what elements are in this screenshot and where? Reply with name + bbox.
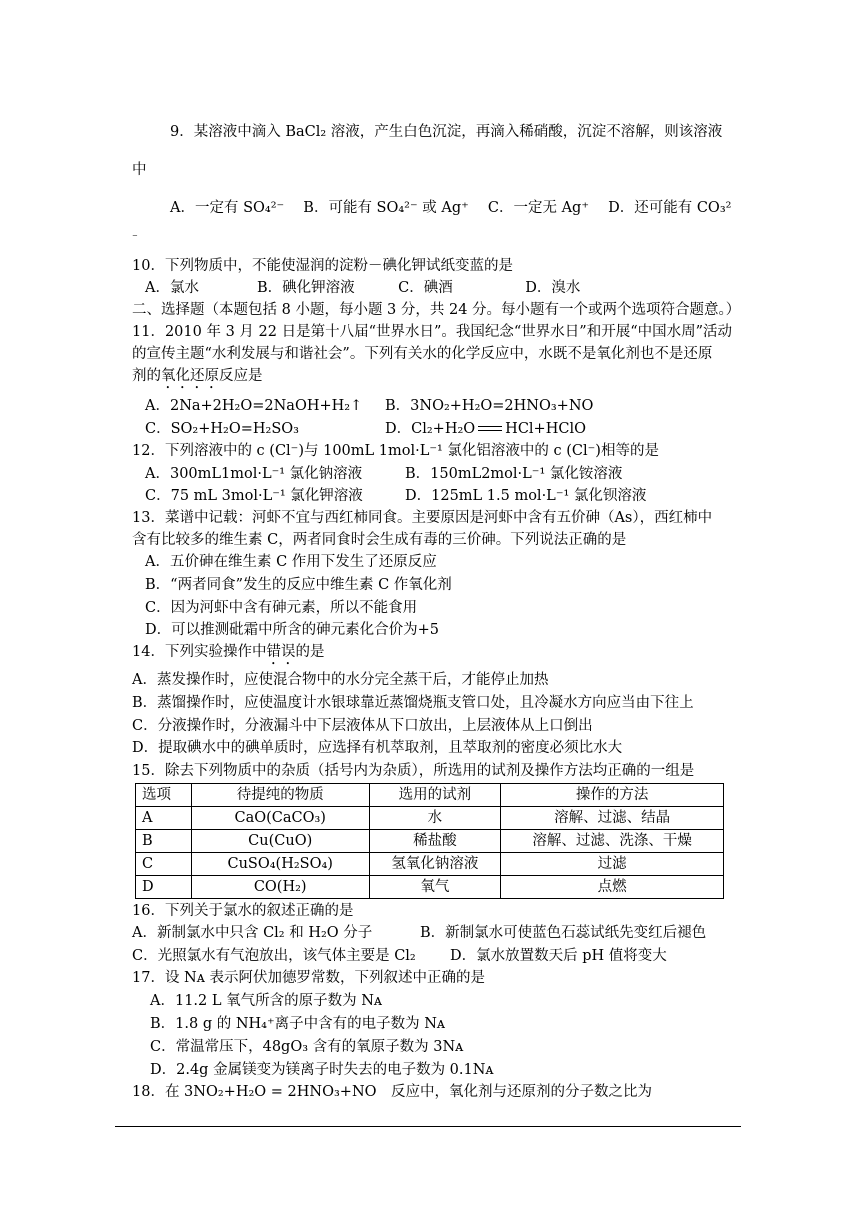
q17-option-a: A．11.2 L 氧气所含的原子数为 Nᴀ [150,993,383,1009]
table-row [136,807,724,830]
q10-stem: 10．下列物质中，不能使湿润的淀粉－碘化钾试纸变蓝的是 [132,258,513,274]
q14-stem-post: 的是 [295,644,325,660]
table-cell: 氧气 [369,876,501,899]
q12-option-d: D．125mL 1.5 mol·L⁻¹ 氯化钡溶液 [405,488,647,504]
q14-emphasis: 错误 [266,644,296,660]
q17-option-c: C．常温常压下，48gO₃ 含有的氧原子数为 3Nᴀ [150,1039,464,1055]
q16-option-a: A．新制氯水中只含 Cl₂ 和 H₂O 分子 [132,925,373,941]
table-cell: 水 [369,807,501,830]
table-header-cell: 选用的试剂 [369,784,501,807]
table-row [136,876,724,899]
table-cell: 氢氧化钠溶液 [369,853,501,876]
q13-option-b: B．“两者同食”发生的反应中维生素 C 作氧化剂 [145,577,452,593]
q16-option-d: D．氯水放置数天后 pH 值将变大 [450,948,667,964]
table-header-row [136,784,724,807]
q9-options-overflow: ⁻ [132,231,138,244]
q17-stem: 17．设 Nᴀ 表示阿伏加德罗常数，下列叙述中正确的是 [132,970,486,986]
section-2-heading: 二、选择题（本题包括 8 小题，每小题 3 分，共 24 分。每小题有一个或两个选项符合题意。） [132,302,741,318]
q11-stem-line1: 11．2010 年 3 月 22 日是第十八届“世界水日”。我国纪念“世界水日”和开展“中国水周”活动 [132,324,733,340]
equilibrium-arrow-icon [477,424,503,434]
q13-stem-line2: 含有比较多的维生素 C，两者同食时会生成有毒的三价砷。下列说法正确的是 [132,532,627,548]
q17-option-d: D．2.4g 金属镁变为镁离子时失去的电子数为 0.1Nᴀ [150,1062,494,1078]
table-cell: CuSO₄(H₂SO₄) [191,853,369,876]
table-cell: CaO(CaCO₃) [191,807,369,830]
q13-stem-line1: 13．菜谱中记载：河虾不宜与西红柿同食。主要原因是河虾中含有五价砷（As），西红柿中 [132,510,713,526]
q13-option-d: D．可以推测砒霜中所含的砷元素化合价为+5 [145,622,439,638]
table-header-cell: 操作的方法 [501,784,724,807]
table-cell: Cu(CuO) [191,830,369,853]
table-header-cell: 选项 [136,784,192,807]
table-cell: A [136,807,192,830]
table-cell: 溶解、过滤、结晶 [501,807,724,830]
q12-option-a: A．300mL1mol·L⁻¹ 氯化钠溶液 [145,466,363,482]
q9-stem-line1: 9．某溶液中滴入 BaCl₂ 溶液，产生白色沉淀，再滴入稀硝酸，沉淀不溶解，则该溶液 [170,124,723,140]
q11-stem-line2: 的宣传主题“水利发展与和谐社会”。下列有关水的化学反应中，水既不是氧化剂也不是还原 [132,346,713,362]
table-cell: B [136,830,192,853]
q11-stem-line3 [132,366,263,392]
q9-options: A．一定有 SO₄²⁻ B．可能有 SO₄²⁻ 或 Ag⁺ C．一定无 Ag⁺ D．还可能有 CO₃² [170,200,732,216]
table-cell: 点燃 [501,876,724,899]
q11-option-d-pre: D．Cl₂+H₂O [385,421,476,437]
q11-line3-pre: 剂的 [132,368,161,384]
q17-option-b: B．1.8 g 的 NH₄⁺离子中含有的电子数为 Nᴀ [150,1016,446,1032]
table-cell: CO(H₂) [191,876,369,899]
table-row [136,853,724,876]
q16-option-b: B．新制氯水可使蓝色石蕊试纸先变红后褪色 [420,925,707,941]
q13-option-a: A．五价砷在维生素 C 作用下发生了还原反应 [145,554,437,570]
q11-option-d [385,419,586,439]
q13-option-c: C．因为河虾中含有砷元素，所以不能食用 [145,600,418,616]
q16-stem: 16．下列关于氯水的叙述正确的是 [132,903,354,919]
q15-stem: 15．除去下列物质中的杂质（括号内为杂质），所选用的试剂及操作方法均正确的一组是 [132,763,695,779]
q18-stem: 18．在 3NO₂+H₂O = 2HNO₃+NO 反应中，氧化剂与还原剂的分子数之比为 [132,1084,653,1100]
table-cell: D [136,876,192,899]
footer-rule [115,1126,741,1127]
q11-option-d-post: HCl+HClO [505,421,586,437]
q11-option-c: C．SO₂+H₂O=H₂SO₃ [145,421,299,437]
q14-option-b: B．蒸馏操作时，应使温度计水银球靠近蒸馏烧瓶支管口处，且冷凝水方向应当由下往上 [132,695,694,711]
q12-option-c: C．75 mL 3mol·L⁻¹ 氯化钾溶液 [145,488,363,504]
table-row [136,830,724,853]
q14-option-a: A．蒸发操作时，应使混合物中的水分完全蒸干后，才能停止加热 [132,672,549,688]
q9-stem-line2: 中 [132,162,147,178]
q14-option-c: C．分液操作时，分液漏斗中下层液体从下口放出，上层液体从上口倒出 [132,718,593,734]
q16-option-c: C．光照氯水有气泡放出，该气体主要是 Cl₂ [132,948,416,964]
q15-table [135,783,724,899]
table-cell: 过滤 [501,853,724,876]
table-cell: C [136,853,192,876]
q14-stem [132,642,324,668]
q11-line3-post: 反应是 [219,368,263,384]
q11-emphasis: 氧化还原 [161,368,219,384]
table-cell: 稀盐酸 [369,830,501,853]
q12-option-b: B．150mL2mol·L⁻¹ 氯化铵溶液 [405,466,623,482]
q14-option-d: D．提取碘水中的碘单质时，应选择有机萃取剂，且萃取剂的密度必须比水大 [132,740,623,756]
table-header-cell: 待提纯的物质 [191,784,369,807]
q12-stem: 12．下列溶液中的 c (Cl⁻)与 100mL 1mol·L⁻¹ 氯化铝溶液中的 c (Cl⁻)相等的是 [132,443,659,459]
q11-option-b: B．3NO₂+H₂O=2HNO₃+NO [385,398,594,414]
q10-options: A．氯水 B．碘化钾溶液 C．碘酒 D．溴水 [145,280,581,296]
q11-option-a: A．2Na+2H₂O=2NaOH+H₂↑ [145,398,363,414]
q14-stem-pre: 14．下列实验操作中 [132,644,267,660]
table-cell: 溶解、过滤、洗涤、干燥 [501,830,724,853]
